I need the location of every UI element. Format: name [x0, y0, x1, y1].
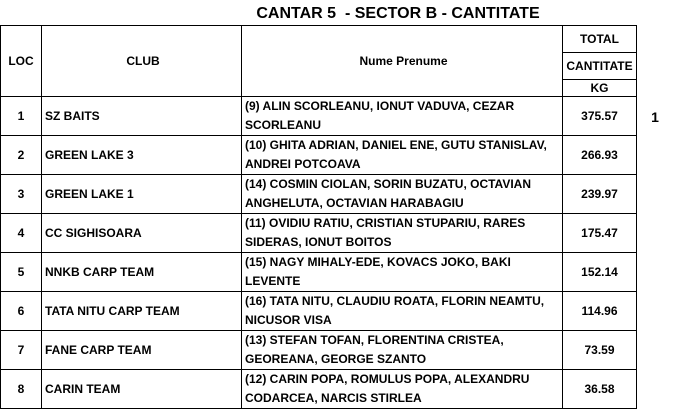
- row-club: GREEN LAKE 1: [42, 175, 242, 214]
- row-kg: 375.57: [563, 97, 637, 136]
- table-row: [1, 370, 637, 409]
- table-row: [1, 292, 637, 331]
- row-names: (10) GHITA ADRIAN, DANIEL ENE, GUTU STANISLAV, ANDREI POTCOAVA: [242, 136, 563, 175]
- table-row: [1, 331, 637, 370]
- side-rank-number: 1: [651, 109, 659, 125]
- row-names: (13) STEFAN TOFAN, FLORENTINA CRISTEA, GEOREANA, GEORGE SZANTO: [242, 331, 563, 370]
- row-kg: 266.93: [563, 136, 637, 175]
- row-loc: 5: [1, 253, 42, 292]
- table-row: [1, 214, 637, 253]
- row-kg: 175.47: [563, 214, 637, 253]
- row-loc: 3: [1, 175, 42, 214]
- row-names: (16) TATA NITU, CLAUDIU ROATA, FLORIN NEAMTU, NICUSOR VISA: [242, 292, 563, 331]
- header-loc: LOC: [1, 26, 42, 97]
- row-kg: 73.59: [563, 331, 637, 370]
- row-club: CARIN TEAM: [42, 370, 242, 409]
- row-loc: 1: [1, 97, 42, 136]
- row-names: (9) ALIN SCORLEANU, IONUT VADUVA, CEZAR SCORLEANU: [242, 97, 563, 136]
- table-row: [1, 97, 637, 136]
- header-names: Nume Prenume: [242, 26, 563, 97]
- row-kg: 239.97: [563, 175, 637, 214]
- row-club: TATA NITU CARP TEAM: [42, 292, 242, 331]
- table-row: [1, 175, 637, 214]
- row-names: (11) OVIDIU RATIU, CRISTIAN STUPARIU, RARES SIDERAS, IONUT BOITOS: [242, 214, 563, 253]
- results-table: [0, 25, 637, 409]
- row-club: CC SIGHISOARA: [42, 214, 242, 253]
- header-total: TOTAL: [563, 26, 637, 53]
- row-kg: 114.96: [563, 292, 637, 331]
- row-loc: 4: [1, 214, 42, 253]
- row-kg: 36.58: [563, 370, 637, 409]
- row-loc: 8: [1, 370, 42, 409]
- row-club: SZ BAITS: [42, 97, 242, 136]
- header-club: CLUB: [42, 26, 242, 97]
- row-club: GREEN LAKE 3: [42, 136, 242, 175]
- header-cantitate: CANTITATE: [563, 53, 637, 80]
- row-club: NNKB CARP TEAM: [42, 253, 242, 292]
- table-row: [1, 136, 637, 175]
- sheet-title: CANTAR 5 - SECTOR B - CANTITATE: [256, 5, 540, 22]
- row-club: FANE CARP TEAM: [42, 331, 242, 370]
- table-row: [1, 253, 637, 292]
- header-kg: KG: [563, 80, 637, 97]
- row-names: (12) CARIN POPA, ROMULUS POPA, ALEXANDRU CODARCEA, NARCIS STIRLEA: [242, 370, 563, 409]
- row-kg: 152.14: [563, 253, 637, 292]
- row-loc: 6: [1, 292, 42, 331]
- row-loc: 7: [1, 331, 42, 370]
- row-names: (15) NAGY MIHALY-EDE, KOVACS JOKO, BAKI LEVENTE: [242, 253, 563, 292]
- row-loc: 2: [1, 136, 42, 175]
- row-names: (14) COSMIN CIOLAN, SORIN BUZATU, OCTAVIAN ANGHELUTA, OCTAVIAN HARABAGIU: [242, 175, 563, 214]
